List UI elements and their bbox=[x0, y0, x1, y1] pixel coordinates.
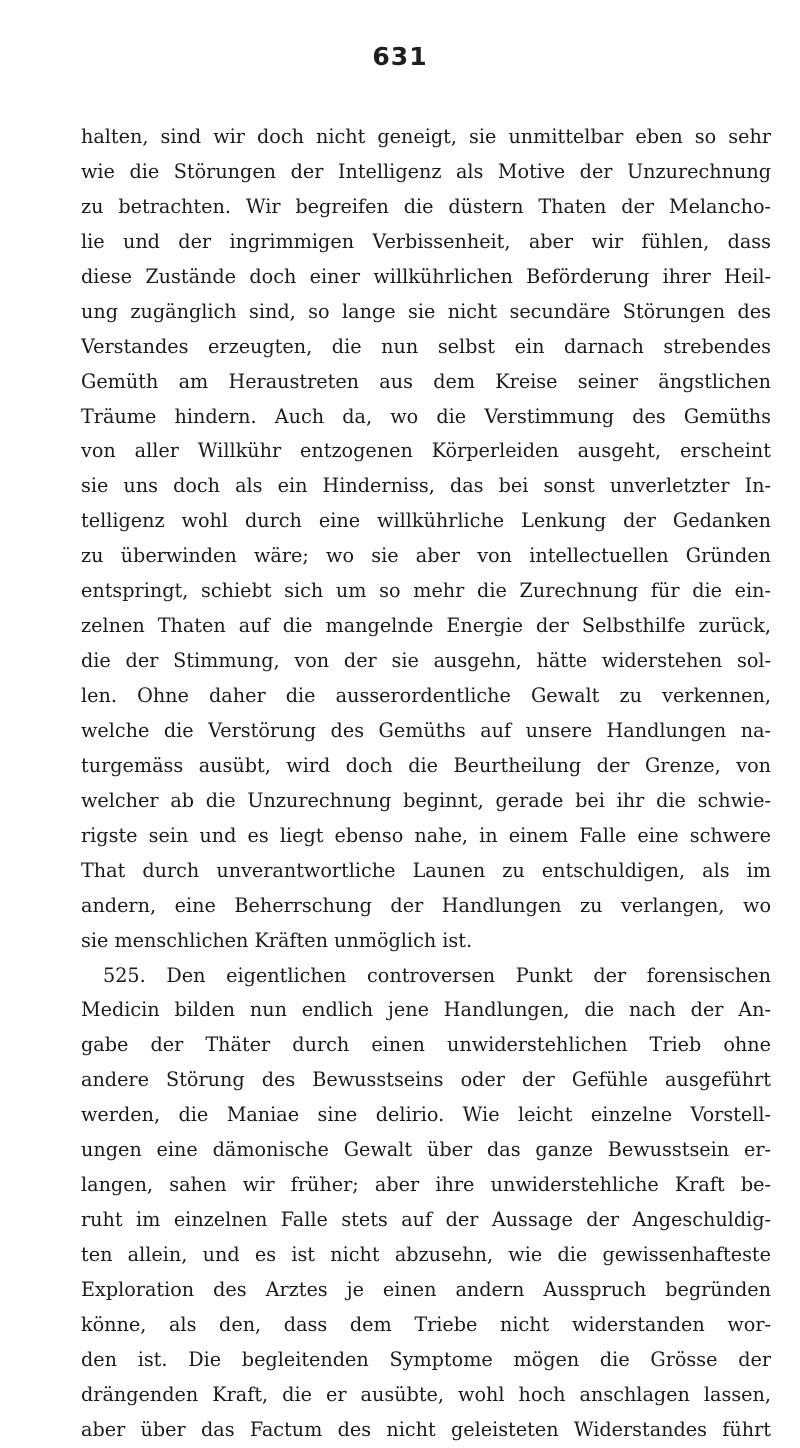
text-line: ruht im einzelnen Falle stets auf der Aussage der Angeschuldig- bbox=[81, 1208, 771, 1232]
text-line: sie uns doch als ein Hinderniss, das bei sonst unverletzter In- bbox=[81, 474, 771, 498]
text-line: andern, eine Beherrschung der Handlungen zu verlangen, wo bbox=[81, 893, 771, 917]
text-line: die der Stimmung, von der sie ausgehn, hätte widerstehen sol- bbox=[81, 649, 771, 673]
text-line: ung zugänglich sind, so lange sie nicht secundäre Störungen des bbox=[81, 299, 771, 323]
text-line: langen, sahen wir früher; aber ihre unwiderstehliche Kraft be- bbox=[81, 1173, 771, 1197]
text-line: halten, sind wir doch nicht geneigt, sie unmittelbar eben so sehr bbox=[81, 125, 771, 148]
text-line: sie menschlichen Kräften unmöglich ist. bbox=[81, 928, 473, 952]
text-line: Exploration des Arztes je einen andern Ausspruch begründen bbox=[81, 1277, 771, 1301]
text-line: drängenden Kraft, die er ausübte, wohl hoch anschlagen lassen, bbox=[81, 1382, 771, 1406]
text-line: Medicin bilden nun endlich jene Handlungen, die nach der An- bbox=[81, 998, 771, 1022]
text-line: von aller Willkühr entzogenen Körperleiden ausgeht, erscheint bbox=[81, 439, 771, 463]
text-line: werden, die Maniae sine delirio. Wie leicht einzelne Vorstell- bbox=[81, 1103, 771, 1127]
text-line: welcher ab die Unzurechnung beginnt, gerade bei ihr die schwie- bbox=[81, 788, 771, 812]
text-line: zu betrachten. Wir begreifen die düstern Thaten der Melancho- bbox=[81, 194, 771, 218]
text-line: ungen eine dämonische Gewalt über das ganze Bewusstsein er- bbox=[81, 1138, 771, 1162]
text-line: That durch unverantwortliche Launen zu entschuldigen, als im bbox=[81, 858, 771, 882]
text-line: len. Ohne daher die ausserordentliche Gewalt zu verkennen, bbox=[81, 684, 771, 707]
page-number: 631 bbox=[372, 42, 428, 71]
text-line: Verstandes erzeugten, die nun selbst ein darnach strebendes bbox=[81, 334, 771, 358]
text-line: wie die Störungen der Intelligenz als Motive der Unzurechnung bbox=[81, 159, 771, 183]
text-line: zu überwinden wäre; wo sie aber von intellectuellen Gründen bbox=[81, 544, 771, 568]
text-line: rigste sein und es liegt ebenso nahe, in einem Falle eine schwere bbox=[81, 823, 771, 847]
text-line: zelnen Thaten auf die mangelnde Energie der Selbsthilfe zurück, bbox=[81, 614, 771, 638]
text-line: lie und der ingrimmigen Verbissenheit, aber wir fühlen, dass bbox=[81, 229, 771, 253]
text-line: turgemäss ausübt, wird doch die Beurtheilung der Grenze, von bbox=[81, 753, 771, 777]
body-text bbox=[81, 120, 771, 1448]
text-line: andere Störung des Bewusstseins oder der Gefühle ausgeführt bbox=[81, 1068, 771, 1092]
text-line: könne, als den, dass dem Triebe nicht widerstanden wor- bbox=[81, 1312, 771, 1336]
text-line: Gemüth am Heraustreten aus dem Kreise seiner ängstlichen bbox=[81, 369, 771, 393]
text-line: den ist. Die begleitenden Symptome mögen die Grösse der bbox=[81, 1347, 771, 1371]
text-line: welche die Verstörung des Gemüths auf unsere Handlungen na- bbox=[81, 718, 771, 742]
text-line: diese Zustände doch einer willkührlichen Beförderung ihrer Heil- bbox=[81, 264, 771, 288]
text-line: aber über das Factum des nicht geleisteten Widerstandes führt bbox=[81, 1417, 771, 1441]
text-line: gabe der Thäter durch einen unwiderstehlichen Trieb ohne bbox=[81, 1033, 771, 1057]
text-line: telligenz wohl durch eine willkührliche Lenkung der Gedanken bbox=[81, 509, 771, 533]
paragraph-start-line: 525. Den eigentlichen controversen Punkt der forensischen bbox=[103, 963, 771, 987]
text-line: entspringt, schiebt sich um so mehr die Zurechnung für die ein- bbox=[81, 579, 771, 603]
text-line: ten allein, und es ist nicht abzusehn, wie die gewissenhafteste bbox=[81, 1243, 771, 1266]
text-line: Träume hindern. Auch da, wo die Verstimmung des Gemüths bbox=[81, 404, 771, 428]
